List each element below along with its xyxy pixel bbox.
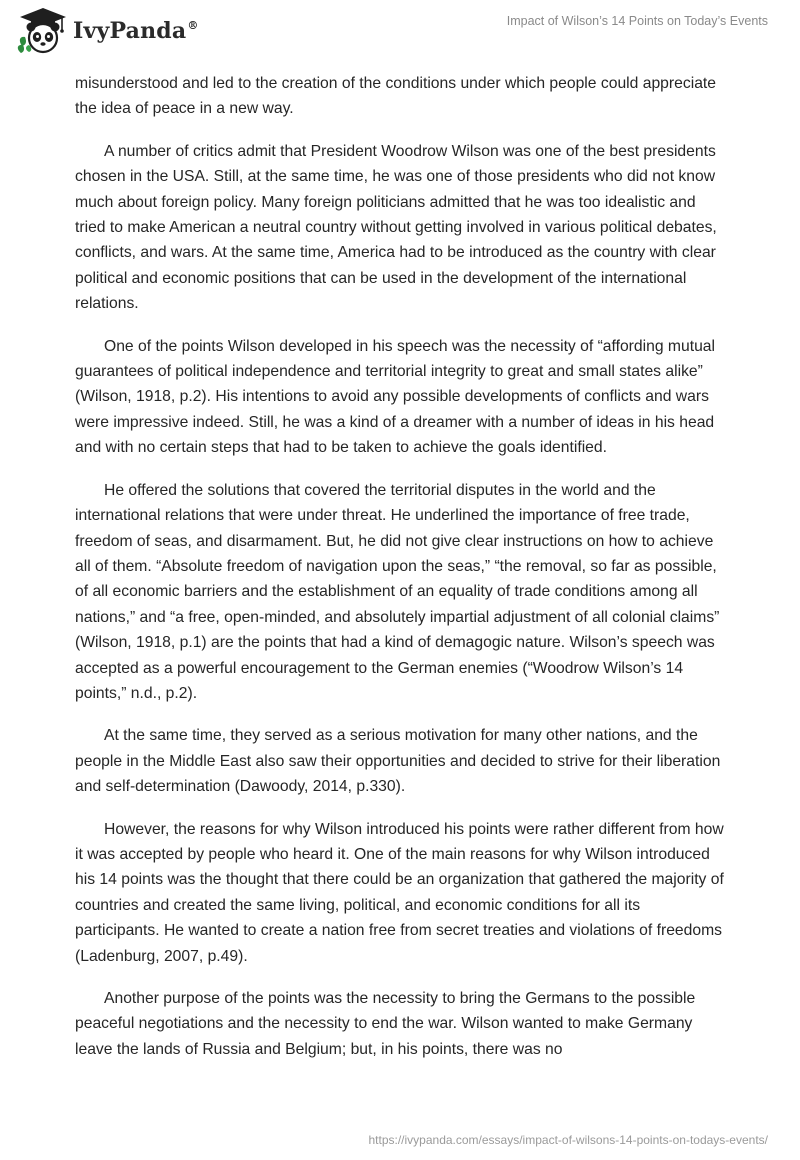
- paragraph: misunderstood and led to the creation of the conditions under which people could appreciate the idea of peace in a new way.: [75, 75, 716, 118]
- panda-graduate-icon: [16, 6, 70, 56]
- document-title: Impact of Wilson’s 14 Points on Today’s Events: [506, 14, 768, 28]
- ivypanda-logo[interactable]: [16, 6, 199, 56]
- paragraph: At the same time, they served as a serious motivation for many other nations, and the people in the Middle East also saw their opportunities and decided to strive for their liberation and self-determination (Dawoody, 2014, p.330).: [75, 727, 721, 796]
- logo-text: IvyPanda®: [73, 18, 199, 44]
- paragraph: A number of critics admit that President Woodrow Wilson was one of the best presidents chosen in the USA. Still, at the same time, he was one of those presidents who did not know much about foreign policy. Many foreign politicians admitted that he was too idealistic and tried to make American a neutral country without getting involved in various political debates, conflicts, and wars. At the same time, America had to be introduced as the country with clear political and economic positions that can be used in the development of the international relations.: [75, 142, 717, 313]
- paragraph: However, the reasons for why Wilson introduced his points were rather different from how it was accepted by people who heard it. One of the main reasons for why Wilson introduced his 14 points was the thought that there could be an organization that gathered the majority of countries and created the same living, political, and economic conditions for all its participants. He wanted to create a nation free from secret treaties and violations of freedoms (Ladenburg, 2007, p.49).: [75, 820, 724, 965]
- source-url[interactable]: https://ivypanda.com/essays/impact-of-wilsons-14-points-on-todays-events/: [368, 1133, 768, 1147]
- essay-body: [75, 71, 725, 1079]
- paragraph: One of the points Wilson developed in his speech was the necessity of “affording mutual guarantees of political independence and territorial integrity to great and small states alike” (Wilson, 1918, p.2). His intentions to avoid any possible developments of conflicts and wars were impressive indeed. Still, he was a kind of a dreamer with a number of ideas in his head and with no certain steps that had to be taken to achieve the goals identified.: [75, 337, 716, 457]
- page-header: [0, 0, 800, 62]
- paragraph: Another purpose of the points was the necessity to bring the Germans to the possible peaceful negotiations and the necessity to end the war. Wilson wanted to make Germany leave the lands of Russia and Belgium; but, in his points, there was no: [75, 990, 696, 1058]
- paragraph: He offered the solutions that covered the territorial disputes in the world and the international relations that were under threat. He underlined the importance of free trade, freedom of seas, and disarmament. But, he did not give clear instructions on how to achieve all of them. “Absolute freedom of navigation upon the seas,” “the removal, so far as possible, of all economic barriers and the establishment of an equality of trade conditions among all nations,” and “a free, open-minded, and absolutely impartial adjustment of all colonial claims” (Wilson, 1918, p.1) are the points that had a kind of demagogic nature. Wilson’s speech was accepted as a powerful encouragement to the German enemies (“Woodrow Wilson’s 14 points,” n.d., p.2).: [75, 481, 720, 702]
